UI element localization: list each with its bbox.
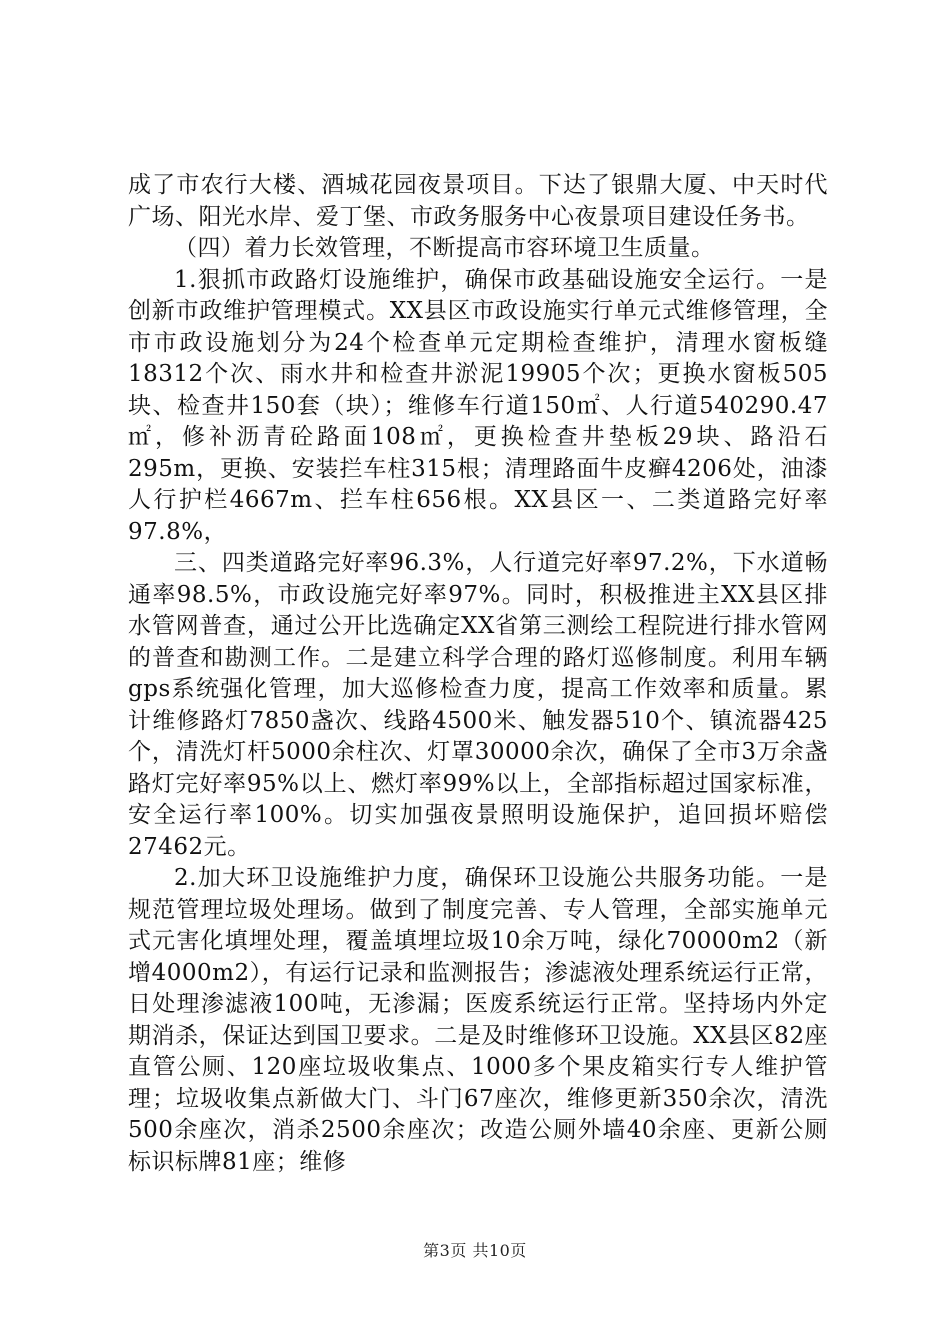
paragraph-3: 1.狠抓市政路灯设施维护，确保市政基础设施安全运行。一是创新市政维护管理模式。XX县区市政设施实行单元式维修管理，全市市政设施划分为24个检查单元定期检查维护，清理水窗板缝18312个次、雨水井和检查井淤泥19905个次；更换水窗板505块、检查井150套（块）；维修车行道150㎡、人行道540290.47㎡，修补沥青砼路面108㎡，更换检查井垫板29块、路沿石295m，更换、安装拦车柱315根；清理路面牛皮癣4206处，油漆人行护栏4667m、拦车柱656根。XX县区一、二类道路完好率97.8%， bbox=[128, 266, 828, 545]
paragraph-5: 2.加大环卫设施维护力度，确保环卫设施公共服务功能。一是规范管理垃圾处理场。做到了制度完善、专人管理，全部实施单元式元害化填埋处理，覆盖填埋垃圾10余万吨，绿化70000m2（新增4000m2），有运行记录和监测报告；渗滤液处理系统运行正常，日处理渗滤液100吨，无渗漏；医废系统运行正常。坚持场内外定期消杀，保证达到国卫要求。二是及时维修环卫设施。XX县区82座直管公厕、120座垃圾收集点、1000多个果皮箱实行专人维护管理；垃圾收集点新做大门、斗门67座次，维修更新350余次，清洗500余座次，消杀2500余座次；改造公厕外墙40余座、更新公厕标识标牌81座；维修 bbox=[128, 865, 828, 1175]
paragraph-2-section-heading: （四）着力长效管理，不断提高市容环境卫生质量。 bbox=[174, 235, 715, 261]
paragraph-1: 成了市农行大楼、酒城花园夜景项目。下达了银鼎大厦、中天时代广场、阳光水岸、爱丁堡、市政务服务中心夜景项目建设任务书。 bbox=[128, 172, 828, 230]
paragraph-4: 三、四类道路完好率96.3%，人行道完好率97.2%，下水道畅通率98.5%，市政设施完好率97%。同时，积极推进主XX县区排水管网普查，通过公开比选确定XX省第三测绘工程院进行排水管网的普查和勘测工作。二是建立科学合理的路灯巡修制度。利用车辆gps系统强化管理，加大巡修检查力度，提高工作效率和质量。累计维修路灯7850盏次、线路4500米、触发器510个、镇流器425个，清洗灯杆5000余柱次、灯罩30000余次，确保了全市3万余盏路灯完好率95%以上、燃灯率99%以上，全部指标超过国家标准，安全运行率100%。切实加强夜景照明设施保护，追回损坏赔偿27462元。 bbox=[128, 550, 828, 860]
document-body bbox=[128, 170, 828, 1178]
page-footer: 第3页 共10页 bbox=[423, 1241, 527, 1260]
